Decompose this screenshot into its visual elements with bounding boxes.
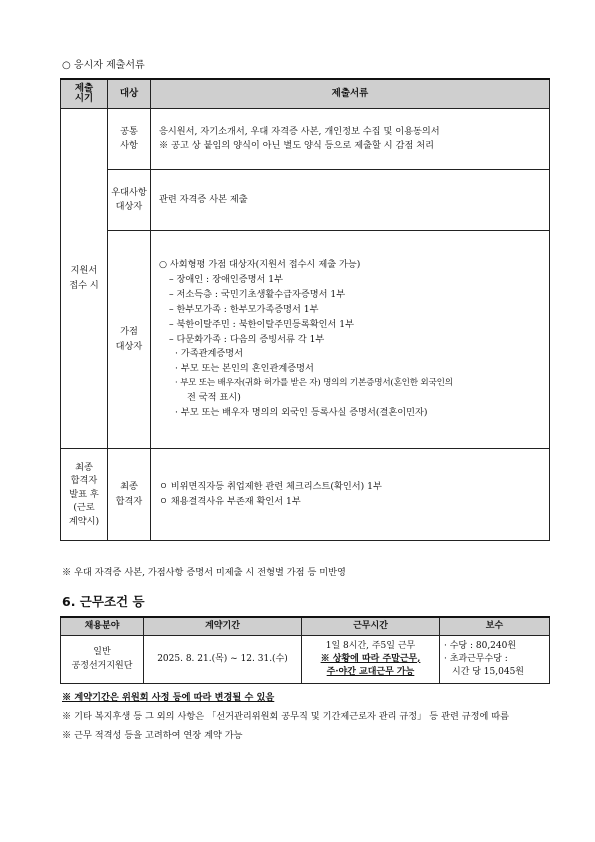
bonus-docs-line: – 한부모가족 : 한부모가족증명서 1부: [169, 303, 319, 315]
pay-line: · 수당 : 80,240원: [444, 640, 517, 651]
bonus-target-cell: 가점 대상자: [108, 231, 151, 449]
bonus-docs-line: – 장애인 : 장애인증명서 1부: [169, 273, 283, 285]
final-docs-line: ㅇ 비위면직자등 취업제한 관련 체크리스트(확인서) 1부: [159, 481, 382, 493]
apply-time-cell: 지원서 접수 시: [61, 109, 108, 449]
common-target-cell: 공통 사항: [108, 109, 151, 170]
col-header-period: 계약기간: [144, 617, 302, 636]
bonus-docs-line: · 부모 또는 본인의 혼인관계증명서: [175, 363, 314, 375]
bonus-docs-line: – 다문화가족 : 다음의 증빙서류 각 1부: [169, 333, 325, 345]
pay-cell: [440, 636, 550, 684]
final-docs-cell: [151, 449, 550, 541]
preferred-target-cell: 우대사항 대상자: [108, 170, 151, 231]
bonus-docs-line: – 북한이탈주민 : 북한이탈주민등록확인서 1부: [169, 318, 354, 330]
pay-line: · 초과근무수당 :: [444, 653, 508, 664]
col-header-field: 채용분야: [61, 617, 144, 636]
col-header-target: 대상: [108, 79, 151, 109]
common-docs-cell: [151, 109, 550, 170]
preferred-docs-cell: [151, 170, 550, 231]
welfare-note: ※ 기타 복지후생 등 그 외의 사항은 「선거관리위원회 공무직 및 기간제근로자 관리 규정」 등 관련 규정에 따름: [62, 711, 510, 723]
col-header-hours: 근무시간: [302, 617, 440, 636]
bonus-docs-line: · 부모 또는 배우자 명의의 외국인 등록사실 증명서(결혼이민자): [175, 407, 428, 419]
final-time-cell: 최종 합격자 발표 후 (근로 계약시): [61, 449, 108, 541]
field-cell: 일반 공정선거지원단: [61, 636, 144, 684]
docs-note: ※ 우대 자격증 사본, 가점사항 증명서 미제출 시 전형별 가점 등 미반영: [62, 567, 346, 578]
period-cell: 2025. 8. 21.(목) ~ 12. 31.(수): [144, 636, 302, 684]
bonus-docs-line: 전 국적 표시): [187, 392, 241, 404]
col-header-pay: 보수: [440, 617, 550, 636]
common-docs-note: ※ 공고 상 붙임의 양식이 아닌 별도 양식 등으로 제출할 시 감점 처리: [159, 140, 434, 151]
bonus-docs-line: · 부모 또는 배우자(귀화 허가를 받은 자) 명의의 기본증명서(혼인한 외국인의: [175, 378, 453, 389]
submission-docs-table: [60, 78, 550, 541]
submission-docs-heading: ○ 응시자 제출서류: [62, 60, 145, 71]
hours-cell: [302, 636, 440, 684]
extension-note: ※ 근무 적격성 등을 고려하여 연장 계약 가능: [62, 730, 243, 742]
section-title: 6. 근무조건 등: [62, 594, 145, 609]
work-notes: [62, 690, 550, 747]
bonus-docs-line: ○ 사회형평 가점 대상자(지원서 접수시 제출 가능): [159, 259, 361, 270]
contract-note: ※ 계약기간은 위원회 사정 등에 따라 변경될 수 있음: [62, 692, 275, 703]
common-docs-line: 응시원서, 자기소개서, 우대 자격증 사본, 개인정보 수집 및 이용동의서: [159, 125, 440, 137]
preferred-docs-line: 관련 자격증 사본 제출: [159, 193, 248, 205]
pay-line: 시간 당 15,045원: [452, 667, 524, 678]
bonus-docs-cell: [151, 231, 550, 449]
hours-note: ※ 상황에 따라 주말근무,: [320, 653, 421, 664]
hours-line: 1일 8시간, 주5일 근무: [325, 640, 416, 651]
col-header-docs: 제출서류: [151, 79, 550, 109]
final-target-cell: 최종 합격자: [108, 449, 151, 541]
work-conditions-table: [60, 616, 550, 684]
bonus-docs-line: – 저소득층 : 국민기초생활수급자증명서 1부: [169, 288, 346, 300]
final-docs-line: ㅇ 채용결격사유 부존재 확인서 1부: [159, 495, 301, 507]
col-header-time: 제출 시기: [61, 79, 108, 109]
bonus-docs-line: · 가족관계증명서: [175, 348, 243, 360]
hours-note: 주·야간 교대근무 가능: [326, 667, 415, 678]
